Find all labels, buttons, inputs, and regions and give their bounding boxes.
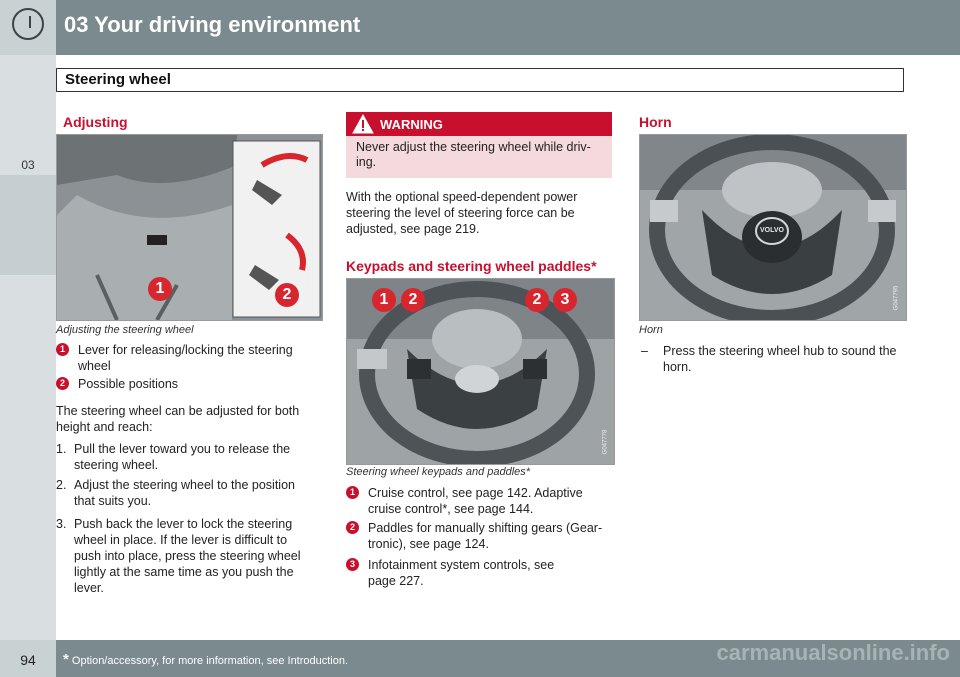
figure-marker-3: 3 (553, 288, 577, 312)
power-steering-paragraph: With the optional speed-dependent power steering the level of steering force can be adjusted, see page 219. (346, 190, 578, 236)
keypads-caption: Steering wheel keypads and paddles* (346, 466, 531, 478)
warning-text: Never adjust the steering wheel while driv-ing. (356, 140, 591, 169)
warning-title: WARNING (380, 117, 443, 132)
adjusting-figure (56, 134, 323, 321)
step-number: 1. (56, 442, 67, 456)
step-text: Pull the lever toward you to release the steering wheel. (74, 442, 291, 472)
callout-item (56, 342, 324, 376)
callout-number: 1 (56, 343, 69, 356)
side-chapter-number: 03 (21, 158, 35, 172)
step-number: 3. (56, 517, 67, 531)
adjusting-caption: Adjusting the steering wheel (56, 324, 194, 336)
keypads-heading: Keypads and steering wheel paddles* (346, 258, 597, 274)
step-item (56, 516, 321, 595)
callout-number: 2 (56, 377, 69, 390)
chapter-title: 03 Your driving environment (64, 12, 361, 37)
step-item (56, 441, 321, 475)
horn-instruction (639, 343, 905, 377)
horn-heading: Horn (639, 114, 672, 130)
step-text: Push back the lever to lock the steering wheel in place. If the lever is difficult to push into place, press the steering wheel lightly at the same time as you push the lever. (74, 517, 301, 595)
figure-marker-1: 1 (148, 277, 172, 301)
callout-number: 3 (346, 558, 359, 571)
chapter-icon-tab (0, 0, 56, 55)
warning-box (346, 112, 612, 178)
step-number: 2. (56, 478, 67, 492)
adjusting-heading: Adjusting (63, 114, 128, 130)
figure-code: G047795 (893, 285, 900, 311)
section-title-box (56, 68, 904, 92)
callout-item (56, 376, 324, 394)
volvo-logo: VOLVO (760, 227, 784, 234)
adjusting-intro: The steering wheel can be adjusted for both height and reach: (56, 404, 300, 434)
figure-code: G021138 (306, 265, 313, 291)
callout-number: 1 (346, 486, 359, 499)
callout-text: Possible positions (78, 377, 179, 391)
callout-item (346, 557, 616, 591)
horn-caption: Horn (639, 324, 663, 336)
keypads-figure (346, 278, 615, 465)
figure-marker-1: 1 (372, 288, 396, 312)
callout-text: Paddles for manually shifting gears (Gear-tronic), see page 124. (368, 521, 603, 551)
callout-number: 2 (346, 521, 359, 534)
horn-figure (639, 134, 907, 321)
footnote (63, 651, 348, 668)
figure-marker-2: 2 (275, 283, 299, 307)
gauge-icon (12, 8, 44, 40)
footnote-text: Option/accessory, for more information, see Introduction. (68, 655, 349, 667)
callout-text: Lever for releasing/locking the steering wheel (78, 343, 293, 373)
step-text: Adjust the steering wheel to the position that suits you. (74, 478, 295, 508)
figure-marker-2: 2 (401, 288, 425, 312)
chapter-sidebar (0, 55, 56, 640)
step-item (56, 477, 321, 511)
warning-header (346, 112, 612, 136)
footnote-star: * (63, 651, 69, 668)
watermark: carmanualsonline.info (716, 640, 950, 665)
warning-triangle-icon (352, 114, 374, 134)
section-title: Steering wheel (65, 71, 171, 88)
page-number: 94 (20, 652, 36, 668)
page-number-box (0, 640, 56, 677)
sidebar-chapter-marker (0, 175, 56, 275)
figure-marker-2: 2 (525, 288, 549, 312)
callout-item (346, 520, 616, 554)
callout-item (346, 485, 616, 519)
callout-text: Infotainment system controls, see page 227. (368, 558, 555, 588)
horn-instruction-text: Press the steering wheel hub to sound the horn. (663, 344, 897, 374)
figure-code: G047778 (602, 429, 609, 455)
callout-text: Cruise control, see page 142. Adaptive cruise control*, see page 144. (368, 486, 583, 516)
bullet-dash: – (641, 344, 648, 358)
